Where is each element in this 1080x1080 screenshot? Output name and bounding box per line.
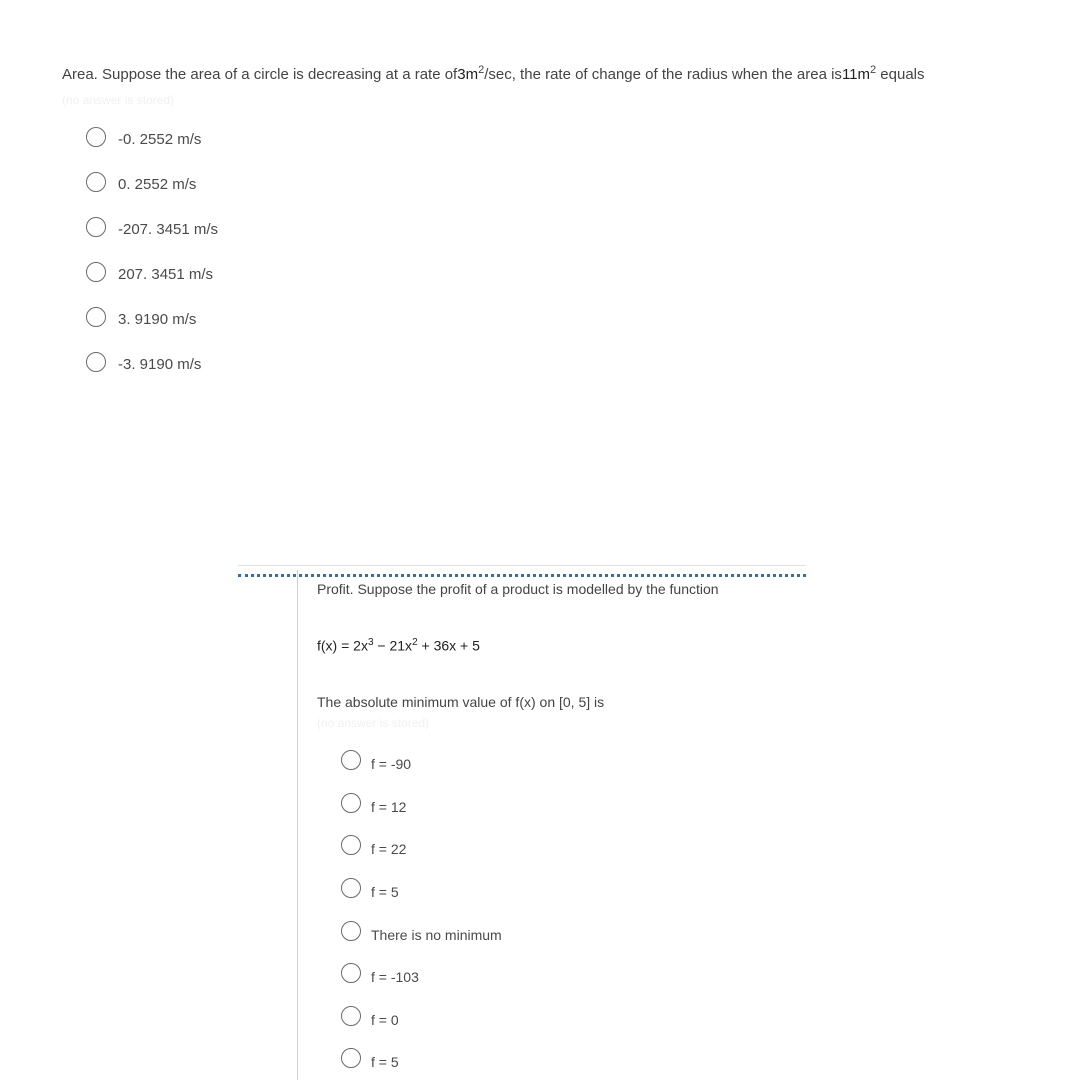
radio-button[interactable] — [86, 352, 106, 372]
radio-button[interactable] — [341, 963, 361, 983]
q2-option-label: f = -103 — [371, 969, 419, 986]
question-1-suffix: equals — [876, 66, 925, 83]
q2-option-5[interactable] — [341, 909, 502, 952]
rate-value: 3m — [457, 66, 479, 83]
radio-button[interactable] — [86, 217, 106, 237]
q1-option-label: -207. 3451 m/s — [118, 221, 219, 238]
question-1-hint: (no answer is stored) — [62, 93, 175, 107]
rate-exponent: 2 — [478, 64, 485, 76]
question-2-intro: Profit. Suppose the profit of a product is modelled by the function — [317, 581, 719, 597]
q1-option-label: -0. 2552 m/s — [118, 131, 202, 148]
q2-option-label: f = 0 — [371, 1011, 399, 1028]
question-1 — [62, 55, 1062, 108]
question-1-middle: the rate of change of the radius when the area is — [515, 66, 842, 83]
q1-option-label: 0. 2552 m/s — [118, 176, 197, 193]
question-2-stem: The absolute minimum value of f(x) on [0, 5] is — [317, 693, 605, 710]
radio-button[interactable] — [341, 793, 361, 813]
question-1-prefix: Area. Suppose the area of a circle is decreasing at a rate of — [62, 66, 458, 83]
area-exponent: 2 — [870, 64, 877, 76]
radio-button[interactable] — [86, 262, 106, 282]
q2-option-label: f = 12 — [371, 798, 407, 815]
q2-option-6[interactable] — [341, 952, 502, 995]
q1-option-2[interactable] — [86, 159, 218, 204]
q2-option-label: There is no minimum — [371, 926, 502, 943]
question-2-focus-indicator — [238, 574, 806, 577]
question-2-top-divider — [238, 565, 806, 566]
radio-button[interactable] — [86, 127, 106, 147]
question-1-options — [86, 114, 218, 384]
q2-option-label: f = 22 — [371, 841, 407, 858]
q1-option-label: 207. 3451 m/s — [118, 266, 214, 283]
radio-button[interactable] — [341, 921, 361, 941]
q2-option-3[interactable] — [341, 824, 502, 867]
radio-button[interactable] — [341, 1048, 361, 1068]
q1-option-4[interactable] — [86, 249, 218, 294]
q1-option-6[interactable] — [86, 339, 218, 384]
q2-option-1[interactable] — [341, 739, 502, 782]
question-2-left-border — [297, 570, 298, 1080]
q1-option-5[interactable] — [86, 294, 218, 339]
radio-button[interactable] — [341, 750, 361, 770]
rate-unit: /sec, — [484, 66, 516, 83]
function-part-2: − 21x — [373, 637, 413, 654]
q1-option-label: -3. 9190 m/s — [118, 356, 202, 373]
radio-button[interactable] — [86, 172, 106, 192]
function-part-1: f(x) = 2x — [317, 637, 368, 654]
radio-button[interactable] — [86, 307, 106, 327]
question-1-text — [62, 55, 1062, 90]
function-exponent-2: 2 — [412, 637, 418, 648]
function-exponent-1: 3 — [367, 637, 374, 648]
profit-function — [317, 632, 797, 657]
function-part-3: + 36x + 5 — [417, 637, 480, 654]
q2-option-4[interactable] — [341, 867, 502, 910]
q1-option-label: 3. 9190 m/s — [118, 311, 197, 328]
q1-option-1[interactable] — [86, 114, 218, 159]
question-2 — [317, 578, 797, 731]
q2-option-label: f = -90 — [371, 756, 412, 773]
q2-option-label: f = 5 — [371, 1054, 399, 1071]
area-value: 11m — [841, 66, 871, 83]
q2-option-2[interactable] — [341, 782, 502, 825]
radio-button[interactable] — [341, 835, 361, 855]
radio-button[interactable] — [341, 1006, 361, 1026]
q2-option-label: f = 5 — [371, 884, 399, 901]
radio-button[interactable] — [341, 878, 361, 898]
q1-option-3[interactable] — [86, 204, 218, 249]
q2-option-8[interactable] — [341, 1037, 502, 1080]
question-2-options — [341, 739, 502, 1080]
question-2-hint: (no answer is stored) — [317, 715, 430, 730]
q2-option-7[interactable] — [341, 995, 502, 1038]
